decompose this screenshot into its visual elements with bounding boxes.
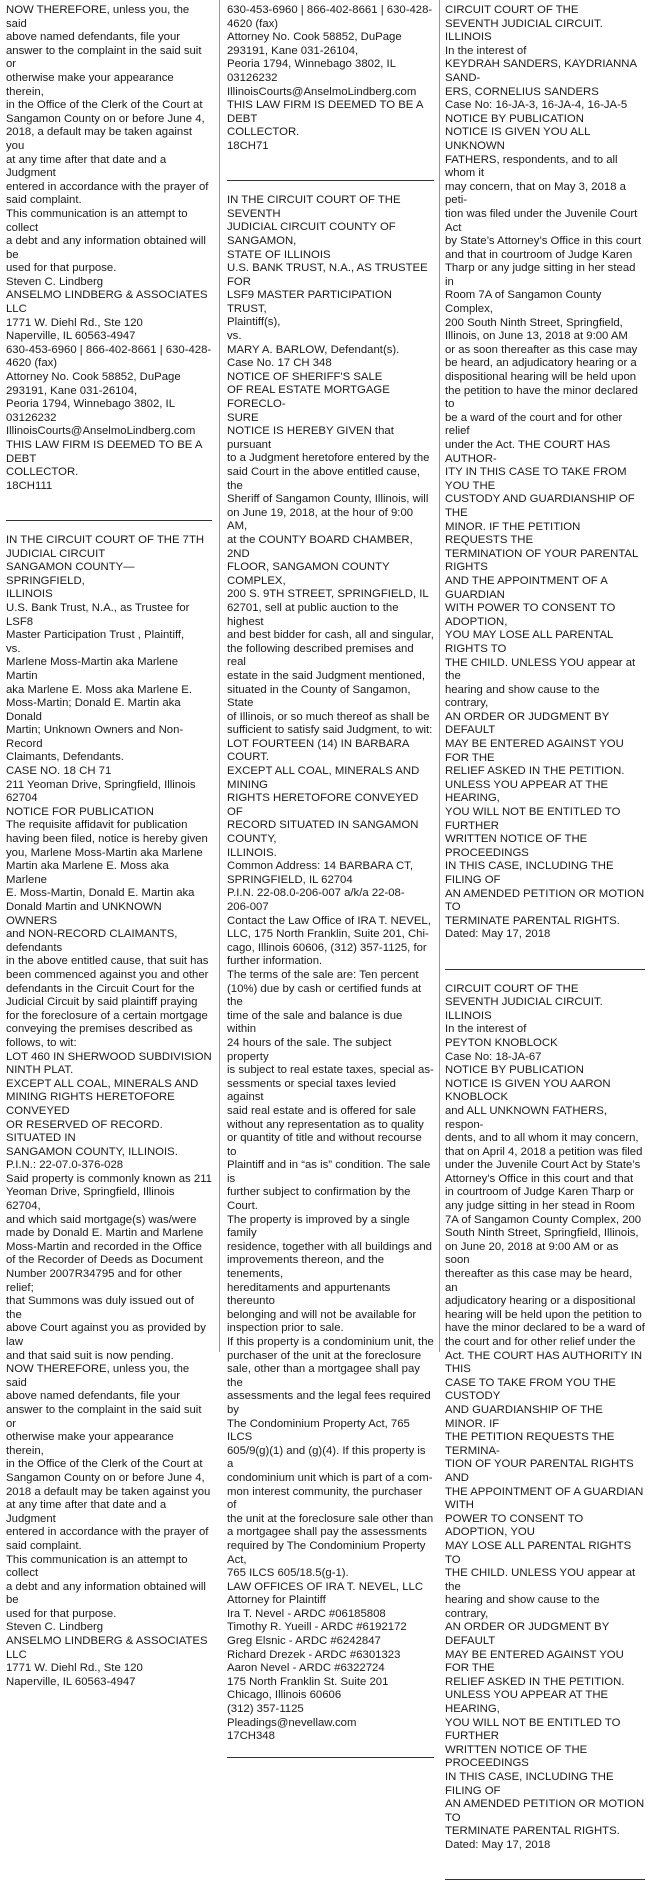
notice-separator	[227, 180, 434, 181]
notice-separator	[227, 1757, 434, 1758]
legal-notices-column-1	[6, 4, 212, 1689]
notice-sheriff-sale-17ch348: IN THE CIRCUIT COURT OF THE SEVENTH JUDICIAL CIRCUIT COUNTY OF SANGAMON, STATE OF ILLINOIS U.S. BANK TRUST, N.A., AS TRUSTEE FOR LSF9 MASTER PARTICIPATION TRUST, Plaintiff(s), vs. MARY A. BARLOW, Defendant(s). Case No. 17 CH 348 NOTICE OF SHERIFF'S SALE OF REAL ESTATE MORTGAGE FORECLO- SURE NOTICE IS HEREBY GIVEN that pursuant to a Judgment heretofore entered by the said Court in the above entitled cause, the Sheriff of Sangamon County, Illinois, will on June 19, 2018, at the hour of 9:00 AM, at the COUNTY BOARD CHAMBER, 2ND FLOOR, SANGAMON COUNTY COMPLEX, 200 S. 9TH STREET, SPRINGFIELD, IL 62701, sell at public auction to the highest and best bidder for cash, all and singular, the following described premises and real estate in the said Judgment mentioned, situated in the County of Sangamon, State of Illinois, or so much thereof as shall be sufficient to satisfy said Judgment, to wit: LOT FOURTEEN (14) IN BARBARA COURT. EXCEPT ALL COAL, MINERALS AND MINING RIGHTS HERETOFORE CONVEYED OF RECORD SITUATED IN SANGAMON COUNTY, ILLINOIS. Common Address: 14 BARBARA CT, SPRINGFIELD, IL 62704 P.I.N. 22-08.0-206-007 a/k/a 22-08- 206-007 Contact the Law Office of IRA T. NEVEL, LLC, 175 North Franklin, Suite 201, Chi- cago, Illinois 60606, (312) 357-1125, for further information. The terms of the sale are: Ten percent (10%) due by cash or certified funds at the time of the sale and balance is due within 24 hours of the sale. The subject property is subject to real estate taxes, special as- sessments or special taxes levied against said real estate and is offered for sale without any representation as to quality or quantity of title and without recourse to Plaintiff and in “as is” condition. The sale is further subject to confirmation by the Court. The property is improved by a single family residence, together with all buildings and improvements thereon, and the tenements, hereditaments and appurtenants thereunto belonging and will not be available for inspection prior to sale. If this property is a condominium unit, the purchaser of the unit at the foreclosure sale, other than a mortgagee shall pay the assessments and the legal fees required by The Condominium Property Act, 765 ILCS 605/9(g)(1) and (g)(4). If this property is a condominium unit which is part of a com- mon interest community, the purchaser of the unit at the foreclosure sale other than a mortgagee shall pay the assessments required by The Condominium Property Act, 765 ILCS 605/18.5(g-1). LAW OFFICES OF IRA T. NEVEL, LLC Attorney for Plaintiff Ira T. Nevel - ARDC #06185808 Timothy R. Yueill - ARDC #6192172 Greg Elsnic - ARDC #6242847 Richard Drezek - ARDC #6301323 Aaron Nevel - ARDC #6322724 175 North Franklin St. Suite 201 Chicago, Illinois 60606 (312) 357-1125 Pleadings@nevellaw.com 17CH348	[227, 194, 434, 1743]
notice-juvenile-sanders: CIRCUIT COURT OF THE SEVENTH JUDICIAL CIRCUIT. ILLINOIS In the interest of KEYDRAH SANDERS, KAYDRIANNA SAND- ERS, CORNELIUS SANDERS Case No: 16-JA-3, 16-JA-4, 16-JA-5 NOTICE BY PUBLICATION NOTICE IS GIVEN YOU ALL UNKNOWN FATHERS, respondents, and to all whom it may concern, that on May 3, 2018 a peti- tion was filed under the Juvenile Court Act by State’s Attorney’s Office in this court and that in courtroom of Judge Karen Tharp or any judge sitting in her stead in Room 7A of Sangamon County Complex, 200 South Ninth Street, Springfield, Illinois, on June 13, 2018 at 9:00 AM or as soon thereafter as this case may be heard, an adjudicatory hearing or a dispositional hearing will be held upon the petition to have the minor declared to be a ward of the court and for other relief under the Act. THE COURT HAS AUTHOR- ITY IN THIS CASE TO TAKE FROM YOU THE CUSTODY AND GUARDIANSHIP OF THE MINOR. IF THE PETITION REQUESTS THE TERMINATION OF YOUR PARENTAL RIGHTS AND THE APPOINTMENT OF A GUARDIAN WITH POWER TO CONSENT TO ADOPTION, YOU MAY LOSE ALL PARENTAL RIGHTS TO THE CHILD. UNLESS YOU appear at the hearing and show cause to the contrary, AN ORDER OR JUDGMENT BY DEFAULT MAY BE ENTERED AGAINST YOU FOR THE RELIEF ASKED IN THE PETITION. UNLESS YOU APPEAR AT THE HEARING, YOU WILL NOT BE ENTITLED TO FURTHER WRITTEN NOTICE OF THE PROCEEDINGS IN THIS CASE, INCLUDING THE FILING OF AN AMENDED PETITION OR MOTION TO TERMINATE PARENTAL RIGHTS. Dated: May 17, 2018	[445, 4, 645, 941]
notice-continuation-anselmo-18ch111: NOW THEREFORE, unless you, the said above named defendants, file your answer to the complaint in the said suit or otherwise make your appearance therein, in the Office of the Clerk of the Court at Sangamon County on or before June 4, 2018, a default may be taken against you at any time after that date and a Judgment entered in accordance with the prayer of said complaint. This communication is an attempt to collect a debt and any information obtained will be used for that purpose. Steven C. Lindberg ANSELMO LINDBERG & ASSOCIATES LLC 1771 W. Diehl Rd., Ste 120 Naperville, IL 60563-4947 630-453-6960 | 866-402-8661 | 630-428- 4620 (fax) Attorney No. Cook 58852, DuPage 293191, Kane 031-26104, Peoria 1794, Winnebago 3802, IL 03126232 IllinoisCourts@AnselmoLindberg.com THIS LAW FIRM IS DEEMED TO BE A DEBT COLLECTOR. 18CH111	[6, 4, 212, 492]
notice-us-bank-18ch71: IN THE CIRCUIT COURT OF THE 7TH JUDICIAL CIRCUIT SANGAMON COUNTY—SPRINGFIELD, ILLINOIS U.S. Bank Trust, N.A., as Trustee for LSF8 Master Participation Trust , Plaintiff, vs. Marlene Moss-Martin aka Marlene Martin aka Marlene E. Moss aka Marlene E. Moss-Martin; Donald E. Martin aka Donald Martin; Unknown Owners and Non-Record Claimants, Defendants. CASE NO. 18 CH 71 211 Yeoman Drive, Springfield, Illinois 62704 NOTICE FOR PUBLICATION The requisite affidavit for publication having been filed, notice is hereby given you, Marlene Moss-Martin aka Marlene Martin aka Marlene E. Moss aka Marlene E. Moss-Martin, Donald E. Martin aka Donald Martin and UNKNOWN OWNERS and NON-RECORD CLAIMANTS, defendants in the above entitled cause, that suit has been commenced against you and other defendants in the Circuit Court for the Judicial Circuit by said plaintiff praying for the foreclosure of a certain mortgage conveying the premises described as follows, to wit: LOT 460 IN SHERWOOD SUBDIVISION NINTH PLAT. EXCEPT ALL COAL, MINERALS AND MINING RIGHTS HERETOFORE CONVEYED OR RESERVED OF RECORD. SITUATED IN SANGAMON COUNTY, ILLINOIS. P.I.N.: 22-07.0-376-028 Said property is commonly known as 211 Yeoman Drive, Springfield, Illinois 62704, and which said mortgage(s) was/were made by Donald E. Martin and Marlene Moss-Martin and recorded in the Office of the Recorder of Deeds as Document Number 2007R34795 and for other relief; that Summons was duly issued out of the above Court against you as provided by law and that said suit is now pending. NOW THEREFORE, unless you, the said above named defendants, file your answer to the complaint in the said suit or otherwise make your appearance therein, in the Office of the Clerk of the Court at Sangamon County on or before June 4, 2018 a default may be taken against you at any time after that date and a Judgment entered in accordance with the prayer of said complaint. This communication is an attempt to collect a debt and any information obtained will be used for that purpose. Steven C. Lindberg ANSELMO LINDBERG & ASSOCIATES LLC 1771 W. Diehl Rd., Ste 120 Naperville, IL 60563-4947	[6, 533, 212, 1688]
notice-continuation-18ch71: 630-453-6960 | 866-402-8661 | 630-428- 4620 (fax) Attorney No. Cook 58852, DuPage 293191, Kane 031-26104, Peoria 1794, Winnebago 3802, IL 03126232 IllinoisCourts@AnselmoLindberg.com THIS LAW FIRM IS DEEMED TO BE A DEBT COLLECTOR. 18CH71	[227, 4, 433, 152]
legal-notices-column-2	[227, 4, 434, 1771]
notice-separator	[445, 1879, 645, 1880]
notice-separator	[445, 969, 645, 970]
column-divider	[439, 0, 440, 1352]
notice-separator	[6, 520, 212, 521]
column-divider	[219, 0, 220, 1352]
legal-notices-column-3	[445, 4, 645, 1893]
notice-juvenile-knoblock: CIRCUIT COURT OF THE SEVENTH JUDICIAL CIRCUIT. ILLINOIS In the interest of PEYTON KNOBLOCK Case No: 18-JA-67 NOTICE BY PUBLICATION NOTICE IS GIVEN YOU AARON KNOBLOCK and ALL UNKNOWN FATHERS, respon- dents, and to all whom it may concern, that on April 4, 2018 a petition was filed under the Juvenile Court Act by State’s Attorney’s Office in this court and that in courtroom of Judge Karen Tharp or any judge sitting in her stead in Room 7A of Sangamon County Complex, 200 South Ninth Street, Springfield, Illinois, on June 20, 2018 at 9:00 AM or as soon thereafter as this case may be heard, an adjudicatory hearing or a dispositional hearing will be held upon the petition to have the minor declared to be a ward of the court and for other relief under the Act. THE COURT HAS AUTHORITY IN THIS CASE TO TAKE FROM YOU THE CUSTODY AND GUARDIANSHIP OF THE MINOR. IF THE PETITION REQUESTS THE TERMINA- TION OF YOUR PARENTAL RIGHTS AND THE APPOINTMENT OF A GUARDIAN WITH POWER TO CONSENT TO ADOPTION, YOU MAY LOSE ALL PARENTAL RIGHTS TO THE CHILD. UNLESS YOU appear at the hearing and show cause to the contrary, AN ORDER OR JUDGMENT BY DEFAULT MAY BE ENTERED AGAINST YOU FOR THE RELIEF ASKED IN THE PETITION. UNLESS YOU APPEAR AT THE HEARING, YOU WILL NOT BE ENTITLED TO FURTHER WRITTEN NOTICE OF THE PROCEEDINGS IN THIS CASE, INCLUDING THE FILING OF AN AMENDED PETITION OR MOTION TO TERMINATE PARENTAL RIGHTS. Dated: May 17, 2018	[445, 982, 645, 1851]
